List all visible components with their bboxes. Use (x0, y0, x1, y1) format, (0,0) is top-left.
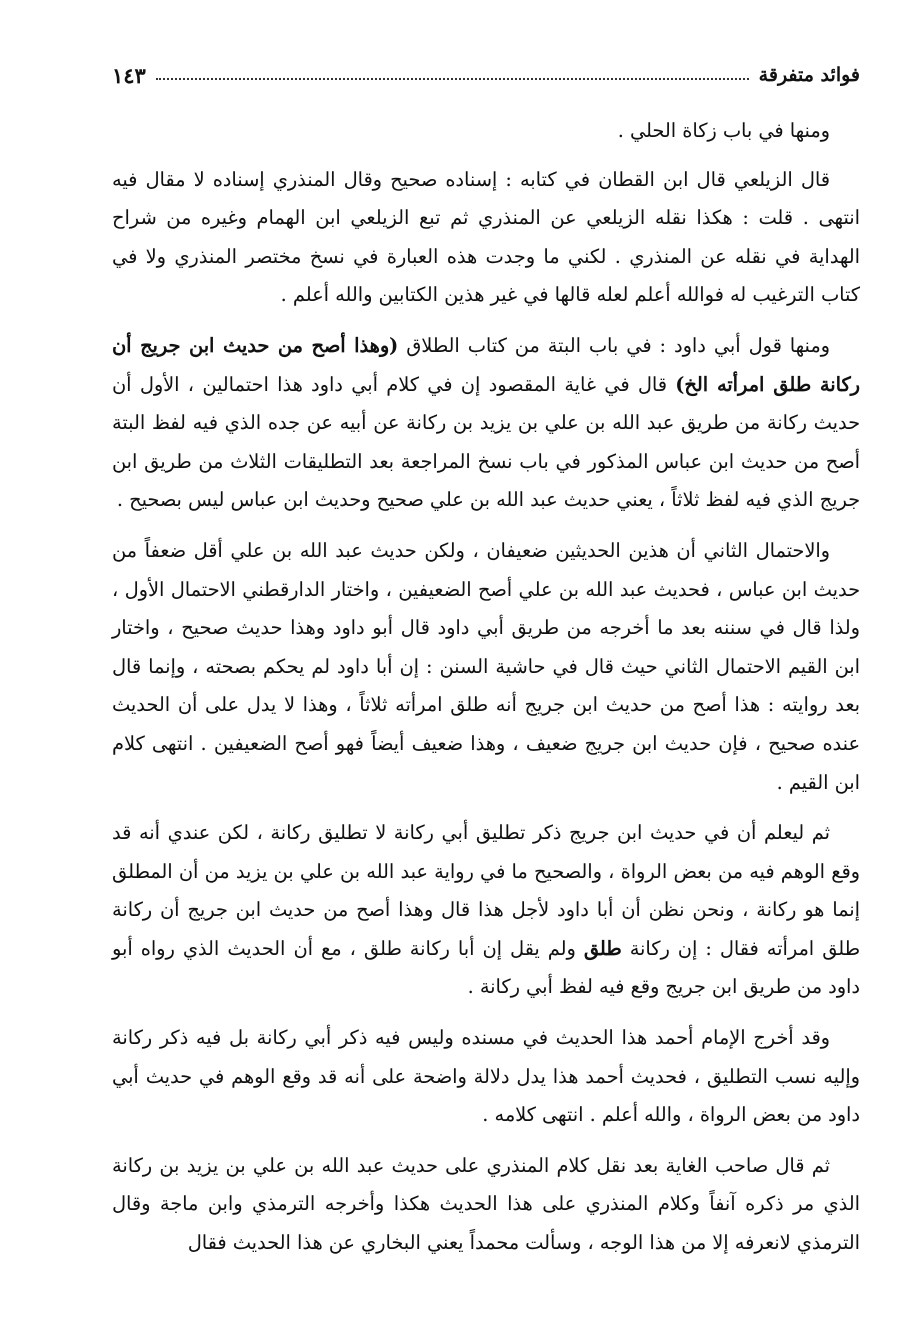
paragraph (112, 1147, 860, 1263)
text-segment: ومنها قول أبي داود : في باب البتة من كتاب الطلاق (398, 333, 830, 357)
text-segment: ثم قال صاحب الغاية بعد نقل كلام المنذري على حديث عبد الله بن علي بن يزيد بن ركانة الذي مر ذكره آنفاً وكلام المنذري على هذا الحديث هكذا وأخرجه الترمذي وابن ماجة وقال الترمذي لانعرفه إلا من هذا الوجه ، وسألت محمداً يعني البخاري عن هذا الحديث فقال (112, 1153, 860, 1255)
paragraph (112, 814, 860, 1007)
paragraph (112, 532, 860, 802)
bold-text-segment: طلق (583, 936, 622, 960)
paragraph (112, 1019, 860, 1135)
dotted-leader (156, 78, 749, 80)
text-segment: ومنها في باب زكاة الحلي . (617, 119, 830, 142)
text-segment: قال الزيلعي قال ابن القطان في كتابه : إسناده صحيح وقال المنذري إسناده لا مقال فيه انتهى . قلت : هكذا نقله الزيلعي عن المنذري ثم تبع الزيلعي ابن الهمام وغيره من شراح الهداية في نقله عن المنذري . لكني ما وجدت هذه العبارة في نسخ مختصر المنذري ولا في كتاب الترغيب له فوالله أعلم لعله قالها في غير هذين الكتابين والله أعلم . (112, 167, 860, 307)
paragraph (112, 327, 860, 520)
bold-text-segment: (وهذا أصح من حديث ابن جريج أن ركانة طلق امرأته الخ) (112, 333, 860, 396)
text-segment: والاحتمال الثاني أن هذين الحديثين ضعيفان ، ولكن حديث عبد الله بن علي أقل ضعفاً من حديث ابن عباس ، فحديث عبد الله بن علي أصح الضعيفين ، واختار الدارقطني الاحتمال الأول ، ولذا قال في سننه بعد ما أخرجه من طريق أبي داود قال أبو داود وهذا حديث صحيح ، واختار ابن القيم الاحتمال الثاني حيث قال في حاشية السنن : إن أبا داود لم يحكم بصحته ، وإنما قال بعد روايته : هذا أصح من حديث ابن جريج أنه طلق امرأته ثلاثاً ، وهذا لا يدل على أن الحديث عنده صحيح ، فإن حديث ابن جريج ضعيف ، وهذا ضعيف أيضاً فهو أصح الضعيفين . انتهى كلام ابن القيم . (112, 538, 860, 794)
page-number: ١٤٣ (112, 62, 146, 88)
paragraph (112, 161, 860, 315)
page-body (112, 112, 860, 1275)
page-header (112, 58, 860, 92)
running-title: فوائد متفرقة (758, 64, 860, 86)
text-segment: وقد أخرج الإمام أحمد هذا الحديث في مسنده وليس فيه ذكر أبي ركانة بل فيه ذكر ركانة وإليه نسب التطليق ، فحديث أحمد هذا يدل دلالة واضحة على أنه قد وقع الوهم في حديث أبي داود من بعض الرواة ، والله أعلم . انتهى كلامه . (112, 1026, 860, 1127)
text-segment: ثم ليعلم أن في حديث ابن جريج ذكر تطليق أبي ركانة لا تطليق ركانة ، لكن عندي أنه قد وقع الوهم فيه من بعض الرواة ، والصحيح ما في رواية عبد الله بن علي بن يزيد من أن المطلق إنما هو ركانة ، ونحن نظن أن أبا داود لأجل هذا قال وهذا أصح من حديث ابن جريج أن ركانة طلق امرأته فقال : إن ركانة (112, 821, 861, 960)
text-segment: قال في غاية المقصود إن في كلام أبي داود هذا احتمالين ، الأول أن حديث ركانة من طريق عبد الله بن علي بن يزيد بن ركانة عن أبيه عن جده الذي فيه لفظ البتة أصح من حديث ابن عباس المذكور في باب نسخ المراجعة بعد التطليقات الثلاث من طريق ابن جريج الذي فيه لفظ ثلاثاً ، يعني حديث عبد الله بن علي صحيح وحديث ابن عباس ليس بصحيح . (112, 372, 860, 512)
text-segment: ولم يقل إن أبا ركانة طلق ، مع أن الحديث الذي رواه أبو داود من طريق ابن جريج وقع فيه لفظ أبي ركانة . (112, 936, 860, 999)
paragraph (112, 112, 860, 151)
